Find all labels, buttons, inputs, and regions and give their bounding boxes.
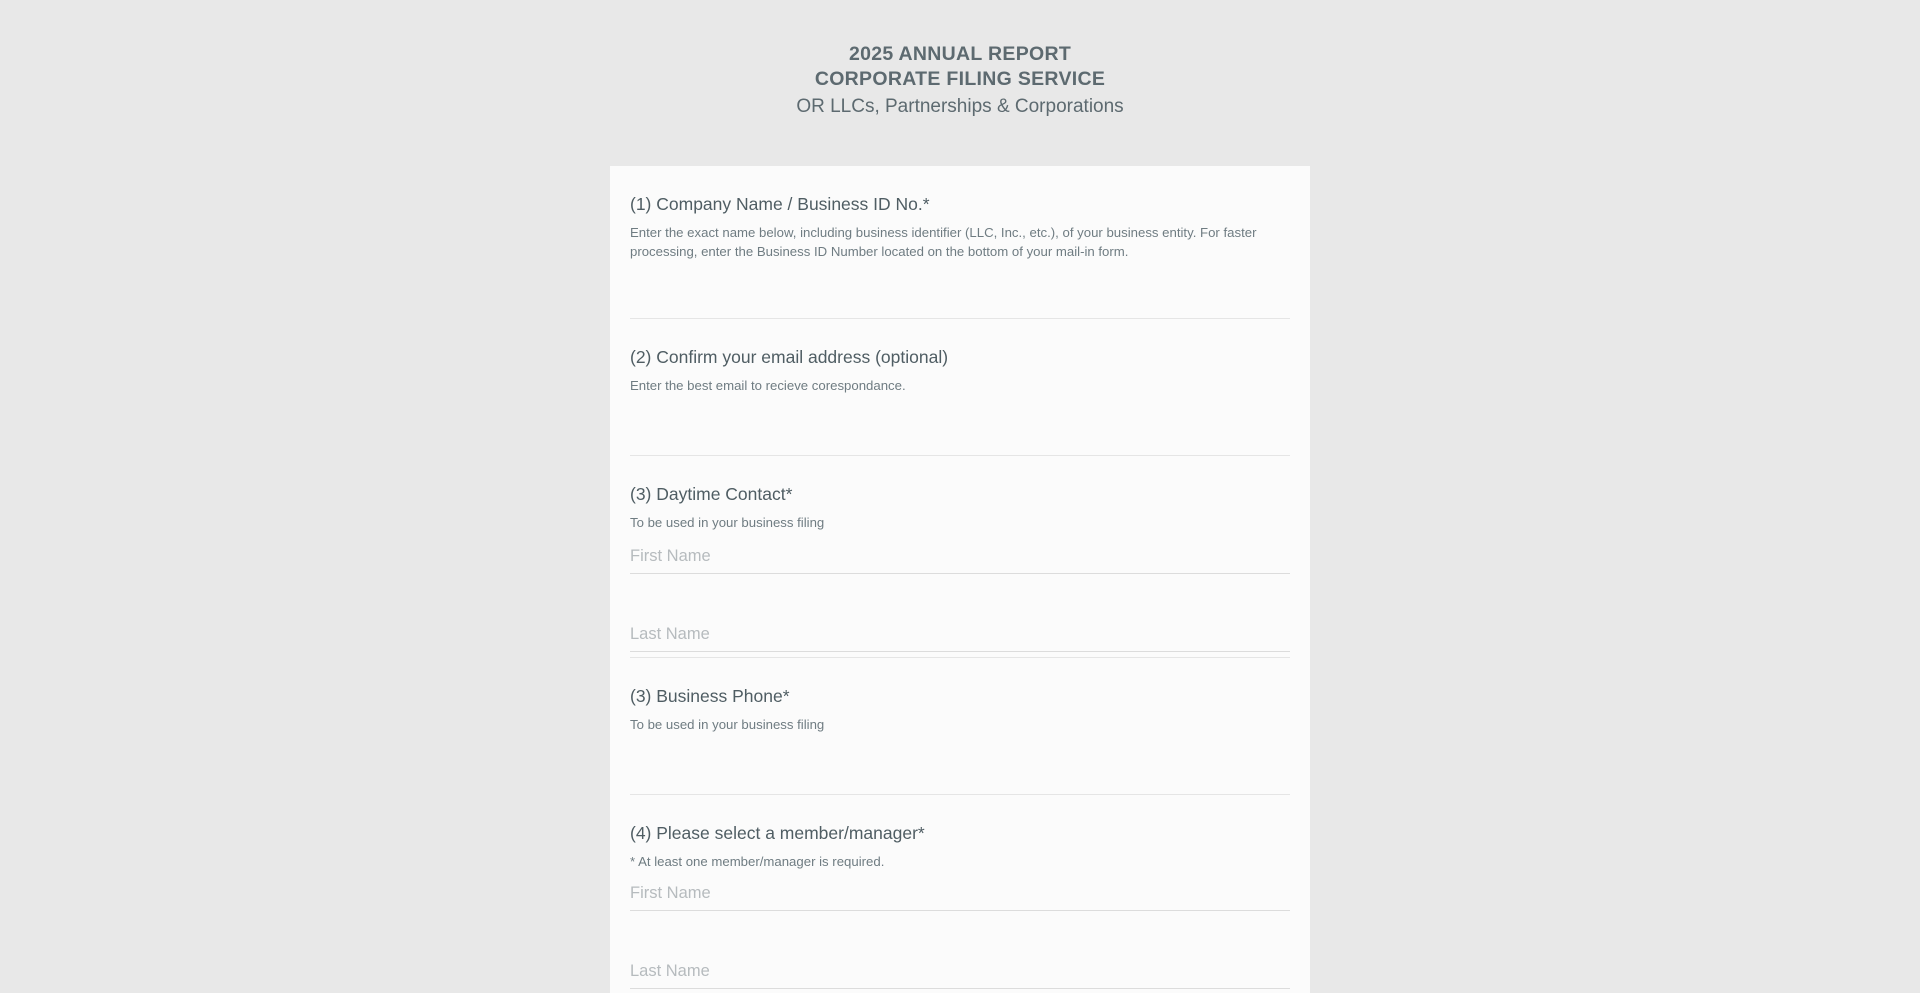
member-manager-last-name-input[interactable] [630,956,1290,989]
question-4-title: (3) Business Phone* [630,686,790,706]
member-manager-last-name-wrap [630,956,1290,989]
question-5-description: * At least one member/manager is required. [630,854,885,869]
member-manager-first-name-wrap [630,878,1290,911]
form-card [610,166,1310,993]
form-title-line-2: CORPORATE FILING SERVICE [814,68,1106,90]
question-4-description: To be used in your business filing [630,717,825,732]
daytime-contact-first-name-wrap [630,541,1290,574]
daytime-contact-first-name-input[interactable] [630,541,1290,574]
question-5-title: (4) Please select a member/manager* [630,823,925,843]
question-3-description: To be used in your business filing [630,515,825,530]
form-title-line-1: 2025 ANNUAL REPORT [848,43,1072,65]
question-daytime-contact [630,456,1290,658]
question-1-description: Enter the exact name below, including business identifier (LLC, Inc., etc.), of your business entity. For faster processing, enter the Business ID Number located on the bottom of your mail-in form. [630,225,1257,259]
question-member-manager [630,795,1290,993]
form-header [0,0,1920,119]
question-1-title: (1) Company Name / Business ID No.* [630,194,930,214]
member-manager-first-name-input[interactable] [630,878,1290,911]
form-subtitle: OR LLCs, Partnerships & Corporations [796,96,1124,117]
daytime-contact-last-name-wrap [630,619,1290,652]
question-2-title: (2) Confirm your email address (optional) [630,347,949,367]
question-company-name [630,166,1290,319]
question-4-spacer [630,734,1290,770]
question-2-description: Enter the best email to recieve corespondance. [630,378,906,393]
question-3-title: (3) Daytime Contact* [630,484,793,504]
question-business-phone [630,658,1290,795]
daytime-contact-last-name-input[interactable] [630,619,1290,652]
question-1-spacer [630,261,1290,303]
question-email-address [630,319,1290,456]
question-2-spacer [630,395,1290,430]
